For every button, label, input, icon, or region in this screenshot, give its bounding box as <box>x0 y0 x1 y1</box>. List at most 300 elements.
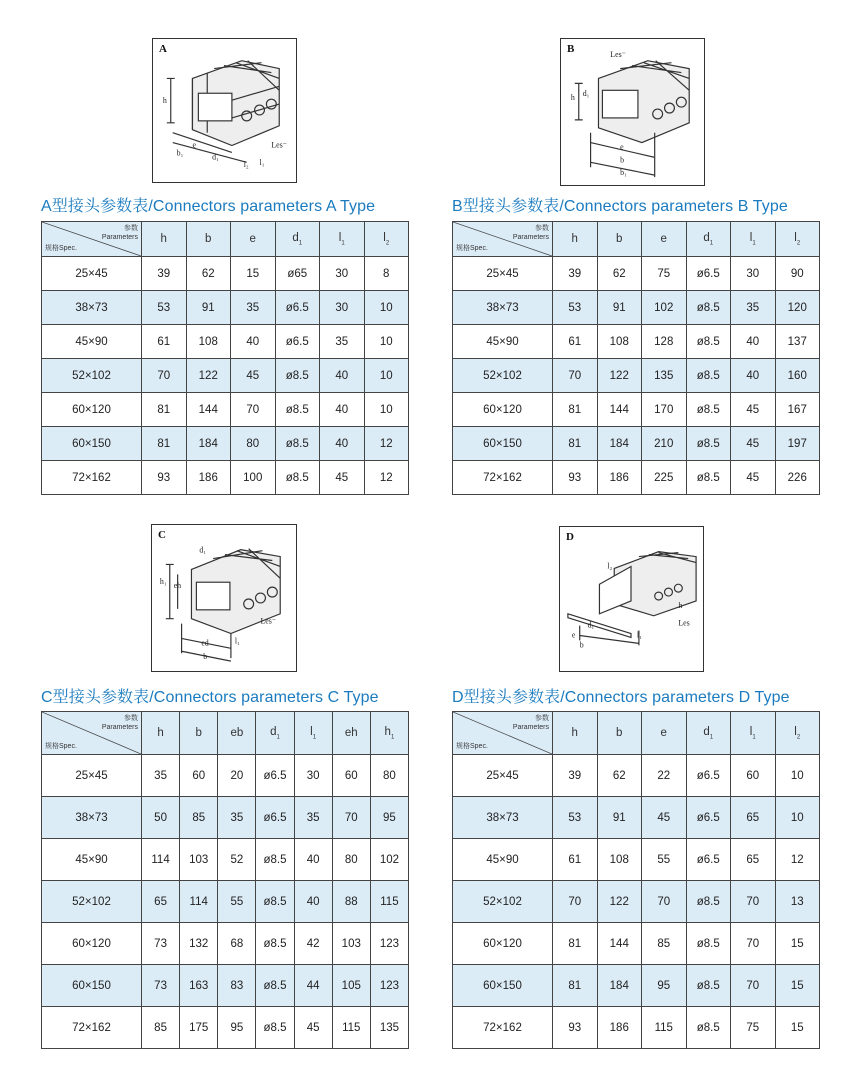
value-cell: ø8.5 <box>275 359 320 393</box>
svg-text:e: e <box>620 142 624 152</box>
value-cell: 186 <box>597 1007 642 1049</box>
value-cell: ø6.5 <box>686 839 731 881</box>
value-cell: 35 <box>320 325 365 359</box>
table-row <box>453 257 820 291</box>
col-header: e <box>231 222 276 257</box>
value-cell: 186 <box>186 461 231 495</box>
spec-cell: 60×120 <box>42 393 142 427</box>
col-header: $d_1$ <box>686 222 731 257</box>
col-header: h <box>142 222 187 257</box>
value-cell: 114 <box>180 881 218 923</box>
value-cell: 135 <box>370 1007 408 1049</box>
value-cell: 40 <box>320 393 365 427</box>
table-row <box>453 291 820 325</box>
svg-text:l₁: l₁ <box>636 630 642 640</box>
value-cell: 68 <box>218 923 256 965</box>
spec-en: Spec. <box>59 245 77 252</box>
table-title: A型接头参数表/Connectors parameters A Type <box>41 198 376 215</box>
value-cell: 122 <box>597 881 642 923</box>
value-cell: 12 <box>775 839 820 881</box>
chain-drawing-icon <box>560 527 703 671</box>
value-cell: 197 <box>775 427 820 461</box>
spec-cell: 72×162 <box>42 461 142 495</box>
value-cell: 45 <box>294 1007 332 1049</box>
svg-text:d₁: d₁ <box>587 620 595 630</box>
value-cell: 93 <box>142 461 187 495</box>
spec-cell: 52×102 <box>42 881 142 923</box>
spec-cell: 60×120 <box>453 393 553 427</box>
col-header: $l_1$ <box>731 712 776 755</box>
value-cell: 70 <box>332 797 370 839</box>
value-cell: 122 <box>597 359 642 393</box>
value-cell: 108 <box>597 839 642 881</box>
value-cell: 103 <box>332 923 370 965</box>
table-row <box>42 461 409 495</box>
table-body <box>42 755 409 1049</box>
value-cell: ø6.5 <box>256 755 294 797</box>
table-row <box>453 965 820 1007</box>
spec-cell: 25×45 <box>42 257 142 291</box>
value-cell: 73 <box>142 923 180 965</box>
table-row <box>42 881 409 923</box>
svg-text:l₂: l₂ <box>607 561 613 571</box>
svg-text:d₁: d₁ <box>199 545 207 555</box>
svg-text:l₁: l₁ <box>234 636 240 646</box>
spec-cell: 25×45 <box>42 755 142 797</box>
value-cell: 90 <box>775 257 820 291</box>
table-row <box>453 923 820 965</box>
table-header-row <box>453 222 820 257</box>
value-cell: ø65 <box>275 257 320 291</box>
chain-drawing-icon <box>153 39 296 182</box>
spec-cn: 规格 <box>45 245 59 252</box>
table-row <box>453 359 820 393</box>
value-cell: 85 <box>642 923 687 965</box>
value-cell: 73 <box>142 965 180 1007</box>
value-cell: 70 <box>142 359 187 393</box>
value-cell: 30 <box>731 257 776 291</box>
col-header: $l_1$ <box>320 222 365 257</box>
value-cell: 10 <box>775 797 820 839</box>
param-cn: 参数 <box>535 225 549 232</box>
value-cell: 115 <box>642 1007 687 1049</box>
value-cell: ø6.5 <box>275 291 320 325</box>
value-cell: ø8.5 <box>256 881 294 923</box>
value-cell: 70 <box>231 393 276 427</box>
table-row <box>42 257 409 291</box>
value-cell: 83 <box>218 965 256 1007</box>
value-cell: 144 <box>186 393 231 427</box>
col-header: $l_2$ <box>364 222 409 257</box>
svg-text:h₁: h₁ <box>159 577 167 587</box>
value-cell: 81 <box>553 923 598 965</box>
spec-cell: 45×90 <box>453 839 553 881</box>
value-cell: 128 <box>642 325 687 359</box>
value-cell: 15 <box>775 965 820 1007</box>
value-cell: ø8.5 <box>275 393 320 427</box>
table-header-row <box>42 222 409 257</box>
param-cn: 参数 <box>124 225 138 232</box>
svg-text:Les⁻: Les⁻ <box>610 49 626 59</box>
value-cell: 62 <box>597 257 642 291</box>
value-cell: 81 <box>553 965 598 1007</box>
table-row <box>42 325 409 359</box>
value-cell: 88 <box>332 881 370 923</box>
value-cell: 22 <box>642 755 687 797</box>
col-header: $l_1$ <box>294 712 332 755</box>
value-cell: 61 <box>553 325 598 359</box>
value-cell: 114 <box>142 839 180 881</box>
col-header: b <box>597 222 642 257</box>
header-corner <box>453 222 553 257</box>
value-cell: 35 <box>142 755 180 797</box>
spec-cell: 45×90 <box>42 325 142 359</box>
table-row <box>453 393 820 427</box>
table-row <box>453 839 820 881</box>
spec-cn: 规格 <box>45 743 59 750</box>
value-cell: 30 <box>320 257 365 291</box>
svg-text:Les⁻: Les⁻ <box>271 140 287 150</box>
value-cell: 10 <box>364 359 409 393</box>
value-cell: 65 <box>731 839 776 881</box>
value-cell: 75 <box>731 1007 776 1049</box>
value-cell: 210 <box>642 427 687 461</box>
value-cell: 70 <box>731 923 776 965</box>
table-row <box>453 325 820 359</box>
spec-cell: 45×90 <box>453 325 553 359</box>
value-cell: 45 <box>731 393 776 427</box>
table-row <box>42 839 409 881</box>
table-row <box>42 359 409 393</box>
value-cell: 12 <box>364 461 409 495</box>
header-corner <box>42 222 142 257</box>
value-cell: 20 <box>218 755 256 797</box>
connector-a-diagram <box>152 38 297 183</box>
diagram-letter: D <box>566 531 574 543</box>
value-cell: 39 <box>553 755 598 797</box>
table-row <box>453 755 820 797</box>
col-header: $l_1$ <box>731 222 776 257</box>
value-cell: 184 <box>597 965 642 1007</box>
diagram-letter: C <box>158 529 166 541</box>
table-title: C型接头参数表/Connectors parameters C Type <box>41 689 379 706</box>
value-cell: 105 <box>332 965 370 1007</box>
value-cell: ø8.5 <box>275 461 320 495</box>
col-header: $h_1$ <box>370 712 408 755</box>
spec-cell: 52×102 <box>42 359 142 393</box>
value-cell: 122 <box>186 359 231 393</box>
col-header: h <box>553 222 598 257</box>
value-cell: 40 <box>294 881 332 923</box>
table-row <box>42 291 409 325</box>
spec-cell: 72×162 <box>453 461 553 495</box>
svg-text:b: b <box>579 640 584 650</box>
table-row <box>453 881 820 923</box>
value-cell: 91 <box>597 797 642 839</box>
value-cell: 167 <box>775 393 820 427</box>
svg-text:b: b <box>620 155 625 165</box>
spec-cell: 72×162 <box>42 1007 142 1049</box>
value-cell: 132 <box>180 923 218 965</box>
svg-text:Les: Les <box>678 618 690 628</box>
value-cell: 15 <box>775 1007 820 1049</box>
svg-text:l₂: l₂ <box>243 160 249 170</box>
value-cell: 103 <box>180 839 218 881</box>
spec-table <box>452 221 820 495</box>
value-cell: 61 <box>142 325 187 359</box>
value-cell: 95 <box>370 797 408 839</box>
value-cell: 45 <box>320 461 365 495</box>
value-cell: 85 <box>142 1007 180 1049</box>
col-header: $d_1$ <box>686 712 731 755</box>
col-header: $l_2$ <box>775 222 820 257</box>
value-cell: 30 <box>320 291 365 325</box>
value-cell: 80 <box>370 755 408 797</box>
value-cell: ø8.5 <box>256 965 294 1007</box>
value-cell: 137 <box>775 325 820 359</box>
svg-text:eh: eh <box>173 581 182 591</box>
header-corner <box>42 712 142 755</box>
value-cell: 45 <box>231 359 276 393</box>
value-cell: 39 <box>142 257 187 291</box>
value-cell: ø8.5 <box>686 965 731 1007</box>
spec-table <box>41 221 409 495</box>
spec-en: Spec. <box>470 245 488 252</box>
value-cell: 226 <box>775 461 820 495</box>
value-cell: 70 <box>553 881 598 923</box>
value-cell: 35 <box>218 797 256 839</box>
value-cell: 81 <box>553 393 598 427</box>
spec-cell: 45×90 <box>42 839 142 881</box>
value-cell: ø8.5 <box>686 1007 731 1049</box>
value-cell: 40 <box>731 359 776 393</box>
chain-drawing-icon <box>561 39 704 185</box>
svg-text:h: h <box>570 93 575 103</box>
value-cell: ø6.5 <box>686 755 731 797</box>
value-cell: 15 <box>231 257 276 291</box>
value-cell: 70 <box>731 965 776 1007</box>
svg-text:b₁: b₁ <box>176 148 184 158</box>
value-cell: 53 <box>553 797 598 839</box>
value-cell: 100 <box>231 461 276 495</box>
value-cell: 61 <box>553 839 598 881</box>
svg-text:l₁: l₁ <box>259 158 265 168</box>
value-cell: 80 <box>332 839 370 881</box>
spec-cell: 25×45 <box>453 257 553 291</box>
value-cell: 70 <box>642 881 687 923</box>
param-en: Parameters <box>101 234 138 241</box>
value-cell: 120 <box>775 291 820 325</box>
value-cell: 55 <box>218 881 256 923</box>
value-cell: 115 <box>332 1007 370 1049</box>
table-row <box>453 461 820 495</box>
value-cell: 60 <box>180 755 218 797</box>
param-en: Parameters <box>101 724 138 731</box>
value-cell: 80 <box>231 427 276 461</box>
svg-text:h: h <box>678 600 683 610</box>
svg-text:b₁: b₁ <box>620 168 627 178</box>
value-cell: 144 <box>597 393 642 427</box>
table-row <box>453 1007 820 1049</box>
table-row <box>42 393 409 427</box>
svg-text:h: h <box>162 96 167 106</box>
value-cell: 12 <box>364 427 409 461</box>
spec-cell: 52×102 <box>453 359 553 393</box>
value-cell: 93 <box>553 1007 598 1049</box>
value-cell: 65 <box>142 881 180 923</box>
value-cell: 81 <box>142 427 187 461</box>
connector-b-diagram <box>560 38 705 186</box>
table-body <box>42 257 409 495</box>
svg-text:ed: ed <box>201 638 209 648</box>
value-cell: 40 <box>231 325 276 359</box>
value-cell: 15 <box>775 923 820 965</box>
param-en: Parameters <box>512 234 549 241</box>
spec-cell: 38×73 <box>453 797 553 839</box>
value-cell: 8 <box>364 257 409 291</box>
value-cell: 81 <box>142 393 187 427</box>
table-row <box>42 965 409 1007</box>
col-header: $l_2$ <box>775 712 820 755</box>
value-cell: 170 <box>642 393 687 427</box>
value-cell: 60 <box>332 755 370 797</box>
spec-table <box>452 711 820 1049</box>
header-corner <box>453 712 553 755</box>
value-cell: 175 <box>180 1007 218 1049</box>
param-cn: 参数 <box>535 715 549 722</box>
col-header: h <box>142 712 180 755</box>
value-cell: 10 <box>364 325 409 359</box>
value-cell: ø6.5 <box>686 797 731 839</box>
value-cell: 44 <box>294 965 332 1007</box>
table-row <box>42 755 409 797</box>
value-cell: 93 <box>553 461 598 495</box>
value-cell: 108 <box>597 325 642 359</box>
col-header: h <box>553 712 598 755</box>
value-cell: ø8.5 <box>256 923 294 965</box>
value-cell: 40 <box>320 359 365 393</box>
spec-cell: 72×162 <box>453 1007 553 1049</box>
spec-cell: 60×150 <box>453 427 553 461</box>
value-cell: 91 <box>597 291 642 325</box>
col-header: $d_1$ <box>256 712 294 755</box>
table-row <box>42 797 409 839</box>
value-cell: 102 <box>642 291 687 325</box>
value-cell: 184 <box>597 427 642 461</box>
value-cell: 52 <box>218 839 256 881</box>
value-cell: 13 <box>775 881 820 923</box>
value-cell: 81 <box>553 427 598 461</box>
value-cell: 40 <box>731 325 776 359</box>
value-cell: 160 <box>775 359 820 393</box>
col-header: e <box>642 712 687 755</box>
value-cell: 45 <box>642 797 687 839</box>
connector-d-diagram <box>559 526 704 672</box>
value-cell: 70 <box>731 881 776 923</box>
value-cell: ø8.5 <box>686 359 731 393</box>
value-cell: 40 <box>320 427 365 461</box>
value-cell: 62 <box>186 257 231 291</box>
value-cell: 115 <box>370 881 408 923</box>
spec-cell: 60×150 <box>42 965 142 1007</box>
value-cell: ø8.5 <box>686 881 731 923</box>
value-cell: 135 <box>642 359 687 393</box>
value-cell: 10 <box>775 755 820 797</box>
col-header: eh <box>332 712 370 755</box>
value-cell: 35 <box>731 291 776 325</box>
spec-en: Spec. <box>59 743 77 750</box>
value-cell: 40 <box>294 839 332 881</box>
value-cell: 55 <box>642 839 687 881</box>
table-row <box>42 427 409 461</box>
table-row <box>453 427 820 461</box>
table-row <box>42 923 409 965</box>
value-cell: 123 <box>370 923 408 965</box>
spec-cell: 60×150 <box>453 965 553 1007</box>
chain-drawing-icon <box>152 525 296 671</box>
value-cell: 50 <box>142 797 180 839</box>
value-cell: ø8.5 <box>256 1007 294 1049</box>
value-cell: ø6.5 <box>275 325 320 359</box>
value-cell: ø8.5 <box>256 839 294 881</box>
value-cell: 35 <box>294 797 332 839</box>
spec-cell: 60×150 <box>42 427 142 461</box>
col-header: b <box>597 712 642 755</box>
param-cn: 参数 <box>124 715 138 722</box>
spec-cell: 52×102 <box>453 881 553 923</box>
value-cell: 45 <box>731 427 776 461</box>
svg-text:e: e <box>571 630 576 640</box>
value-cell: ø8.5 <box>686 427 731 461</box>
col-header: e <box>642 222 687 257</box>
value-cell: 10 <box>364 393 409 427</box>
spec-cell: 38×73 <box>42 797 142 839</box>
table-title: D型接头参数表/Connectors parameters D Type <box>452 689 790 706</box>
value-cell: 186 <box>597 461 642 495</box>
col-header: eb <box>218 712 256 755</box>
value-cell: 30 <box>294 755 332 797</box>
value-cell: ø8.5 <box>275 427 320 461</box>
table-row <box>42 1007 409 1049</box>
value-cell: 10 <box>364 291 409 325</box>
spec-cell: 25×45 <box>453 755 553 797</box>
value-cell: 70 <box>553 359 598 393</box>
value-cell: ø8.5 <box>686 291 731 325</box>
value-cell: 53 <box>142 291 187 325</box>
value-cell: 163 <box>180 965 218 1007</box>
spec-cell: 60×120 <box>453 923 553 965</box>
value-cell: 85 <box>180 797 218 839</box>
col-header: $d_1$ <box>275 222 320 257</box>
value-cell: 144 <box>597 923 642 965</box>
value-cell: 39 <box>553 257 598 291</box>
spec-en: Spec. <box>470 743 488 750</box>
value-cell: 95 <box>218 1007 256 1049</box>
value-cell: 35 <box>231 291 276 325</box>
value-cell: 53 <box>553 291 598 325</box>
table-title: B型接头参数表/Connectors parameters B Type <box>452 198 788 215</box>
table-body <box>453 257 820 495</box>
diagram-letter: A <box>159 43 167 55</box>
value-cell: ø6.5 <box>686 257 731 291</box>
value-cell: ø8.5 <box>686 325 731 359</box>
value-cell: 123 <box>370 965 408 1007</box>
value-cell: 75 <box>642 257 687 291</box>
spec-cn: 规格 <box>456 245 470 252</box>
value-cell: 102 <box>370 839 408 881</box>
value-cell: ø8.5 <box>686 923 731 965</box>
value-cell: ø8.5 <box>686 461 731 495</box>
